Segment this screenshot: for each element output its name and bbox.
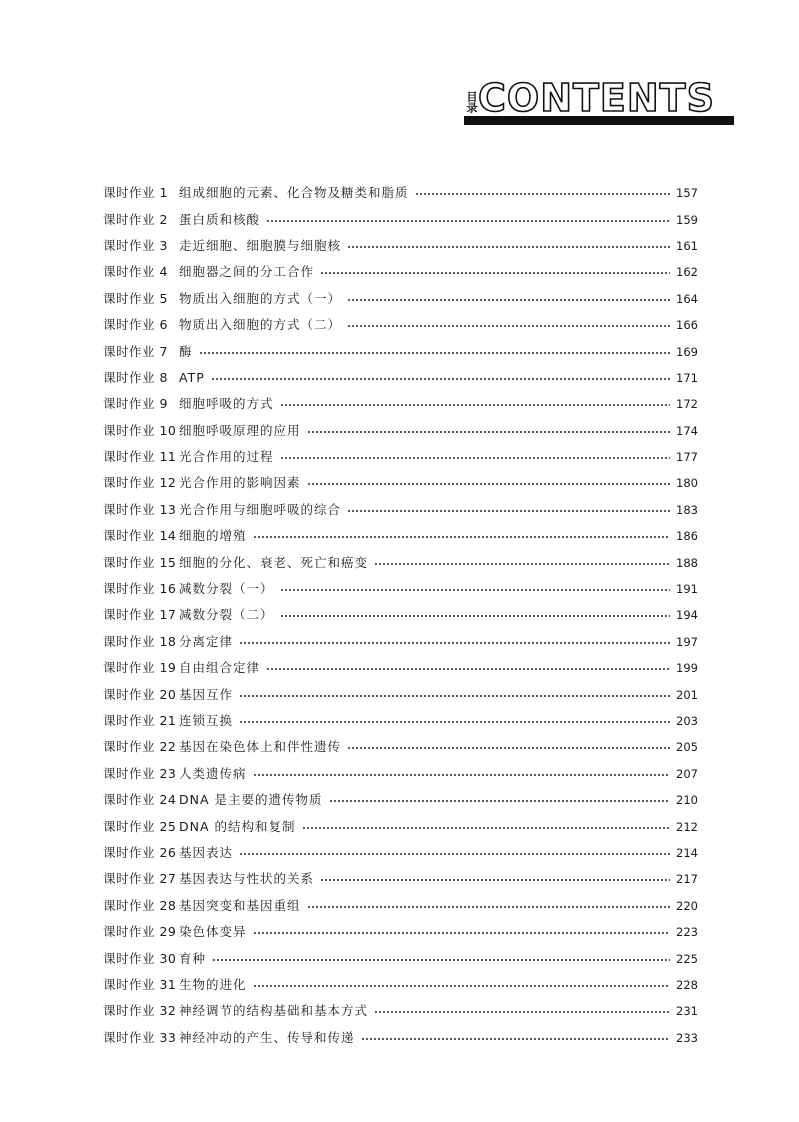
toc-row[interactable]	[103, 418, 696, 444]
toc-leader-dots	[302, 827, 670, 829]
toc-lesson-number: 课时作业 30	[103, 950, 177, 966]
toc-lesson-number: 课时作业 3	[103, 237, 168, 253]
toc-lesson-number: 课时作业 9	[103, 396, 168, 412]
toc-title: 神经调节的结构基础和基本方式	[179, 1003, 369, 1019]
toc-page-number: 157	[676, 186, 698, 201]
toc-page-number: 210	[676, 793, 698, 808]
toc-page-number: 164	[676, 291, 698, 306]
toc-page-number: 199	[676, 661, 698, 676]
toc-leader-dots	[266, 220, 670, 222]
toc-row[interactable]	[103, 734, 696, 760]
toc-row[interactable]	[103, 470, 696, 496]
toc-leader-dots	[266, 668, 670, 670]
toc-lesson-number: 课时作业 1	[103, 185, 168, 201]
toc-row[interactable]	[103, 523, 696, 549]
toc-page-number: 197	[676, 634, 698, 649]
toc-leader-dots	[415, 193, 670, 195]
toc-row[interactable]	[103, 866, 696, 892]
toc-lesson-number: 课时作业 24	[103, 792, 177, 808]
toc-row[interactable]	[103, 919, 696, 945]
toc-leader-dots	[280, 615, 670, 617]
toc-title: 细胞器之间的分工合作	[179, 264, 315, 280]
toc-lesson-number: 课时作业 2	[103, 211, 168, 227]
toc-title: 光合作用的过程	[179, 449, 274, 465]
toc-title: 神经冲动的产生、传导和传递	[179, 1029, 355, 1045]
toc-page-number: 223	[676, 925, 698, 940]
toc-leader-dots	[361, 1038, 670, 1040]
toc-row[interactable]	[103, 893, 696, 919]
toc-lesson-number: 课时作业 22	[103, 739, 177, 755]
toc-row[interactable]	[103, 602, 696, 628]
toc-title: 蛋白质和核酸	[179, 211, 261, 227]
toc-row[interactable]	[103, 549, 696, 575]
toc-title: 细胞呼吸的方式	[179, 396, 274, 412]
toc-leader-dots	[307, 431, 670, 433]
toc-title: 细胞的分化、衰老、死亡和癌变	[179, 554, 369, 570]
toc-row[interactable]	[103, 945, 696, 971]
toc-lesson-number: 课时作业 5	[103, 290, 168, 306]
toc-title: DNA 的结构和复制	[179, 818, 296, 834]
toc-title: 物质出入细胞的方式（二）	[179, 317, 342, 333]
toc-title: 生物的进化	[179, 976, 247, 992]
toc-title: ATP	[179, 369, 205, 385]
toc-leader-dots	[239, 642, 670, 644]
toc-title: 人类遗传病	[179, 765, 247, 781]
toc-lesson-number: 课时作业 32	[103, 1003, 177, 1019]
toc-lesson-number: 课时作业 14	[103, 528, 177, 544]
toc-page-number: 161	[676, 238, 698, 253]
toc-leader-dots	[307, 483, 670, 485]
toc-row[interactable]	[103, 813, 696, 839]
toc-lesson-number: 课时作业 15	[103, 554, 177, 570]
toc-lesson-number: 课时作业 19	[103, 660, 177, 676]
toc-leader-dots	[280, 404, 670, 406]
toc-page-number: 172	[676, 397, 698, 412]
toc-page-number: 225	[676, 951, 698, 966]
toc-page-number: 233	[676, 1030, 698, 1045]
toc-lesson-number: 课时作业 28	[103, 897, 177, 913]
toc-title: 组成细胞的元素、化合物及糖类和脂质	[179, 185, 409, 201]
toc-title: 连锁互换	[179, 713, 234, 728]
toc-leader-dots	[280, 589, 670, 591]
toc-title: 光合作用与细胞呼吸的综合	[179, 501, 342, 517]
toc-lesson-number: 课时作业 6	[103, 317, 168, 333]
toc-page-number: 169	[676, 344, 698, 359]
toc-row[interactable]	[103, 233, 696, 259]
toc-leader-dots	[374, 563, 670, 565]
toc-title: 染色体变异	[179, 924, 247, 940]
toc-row[interactable]	[103, 787, 696, 813]
toc-row[interactable]	[103, 444, 696, 470]
toc-page-number: 177	[676, 450, 698, 465]
toc-title: 物质出入细胞的方式（一）	[179, 290, 342, 306]
toc-lesson-number: 课时作业 33	[103, 1029, 177, 1045]
toc-page-number: 186	[676, 529, 698, 544]
toc-leader-dots	[253, 536, 670, 538]
toc-row[interactable]	[103, 391, 696, 417]
toc-page-number: 171	[676, 370, 698, 385]
toc-leader-dots	[253, 985, 670, 987]
toc-title: 基因表达	[179, 844, 234, 860]
table-of-contents	[103, 180, 696, 1051]
contents-header	[464, 76, 734, 126]
toc-title: 基因互作	[179, 686, 234, 702]
toc-lesson-number: 课时作业 8	[103, 369, 168, 385]
toc-title: 基因突变和基因重组	[179, 897, 301, 913]
toc-page-number: 194	[676, 608, 698, 623]
toc-leader-dots	[374, 1011, 670, 1013]
toc-page-number: 205	[676, 740, 698, 755]
toc-leader-dots	[239, 695, 670, 697]
toc-row[interactable]	[103, 998, 696, 1024]
toc-lesson-number: 课时作业 13	[103, 501, 177, 517]
toc-title: 减数分裂（二）	[179, 607, 274, 623]
toc-leader-dots	[347, 325, 670, 327]
toc-page-number: 228	[676, 977, 698, 992]
toc-title: DNA 是主要的遗传物质	[179, 792, 323, 808]
toc-leader-dots	[347, 747, 670, 749]
toc-row[interactable]	[103, 365, 696, 391]
toc-lesson-number: 课时作业 31	[103, 976, 177, 992]
toc-leader-dots	[280, 457, 670, 459]
toc-row[interactable]	[103, 180, 696, 206]
toc-title: 自由组合定律	[179, 660, 261, 676]
toc-lesson-number: 课时作业 29	[103, 924, 177, 940]
toc-lesson-number: 课时作业 25	[103, 818, 177, 834]
toc-leader-dots	[211, 378, 670, 380]
mulu-label: 目录	[465, 91, 478, 113]
toc-row[interactable]	[103, 338, 696, 364]
toc-leader-dots	[347, 510, 670, 512]
toc-row[interactable]	[103, 286, 696, 312]
toc-title: 减数分裂（一）	[179, 581, 274, 597]
toc-leader-dots	[329, 800, 670, 802]
toc-lesson-number: 课时作业 10	[103, 422, 177, 438]
toc-row[interactable]	[103, 655, 696, 681]
toc-leader-dots	[347, 299, 670, 301]
toc-lesson-number: 课时作业 26	[103, 844, 177, 860]
toc-page-number: 212	[676, 819, 698, 834]
toc-lesson-number: 课时作业 11	[103, 449, 177, 465]
contents-title: CONTENTS	[478, 76, 715, 120]
toc-leader-dots	[253, 932, 670, 934]
toc-lesson-number: 课时作业 12	[103, 475, 177, 491]
toc-lesson-number: 课时作业 18	[103, 633, 177, 649]
toc-row[interactable]	[103, 259, 696, 285]
toc-page-number: 159	[676, 212, 698, 227]
toc-leader-dots	[320, 272, 670, 274]
toc-row[interactable]	[103, 497, 696, 523]
toc-title: 分离定律	[179, 633, 234, 649]
toc-title: 基因表达与性状的关系	[179, 871, 315, 887]
toc-page-number: 207	[676, 766, 698, 781]
toc-row[interactable]	[103, 708, 696, 734]
toc-lesson-number: 课时作业 16	[103, 581, 177, 597]
toc-title: 光合作用的影响因素	[179, 475, 301, 491]
toc-page-number: 191	[676, 582, 698, 597]
toc-title: 育种	[179, 950, 207, 966]
toc-page-number: 203	[676, 714, 698, 728]
toc-row[interactable]	[103, 312, 696, 338]
toc-leader-dots	[239, 853, 670, 855]
toc-page-number: 162	[676, 265, 698, 280]
toc-lesson-number: 课时作业 21	[103, 713, 177, 728]
toc-leader-dots	[320, 879, 670, 881]
toc-title: 细胞的增殖	[179, 528, 247, 544]
toc-page-number: 217	[676, 872, 698, 887]
toc-row[interactable]	[103, 629, 696, 655]
toc-leader-dots	[212, 959, 670, 961]
toc-leader-dots	[253, 774, 670, 776]
toc-page-number: 188	[676, 555, 698, 570]
toc-page-number: 214	[676, 845, 698, 860]
toc-row[interactable]	[103, 681, 696, 707]
toc-row[interactable]	[103, 761, 696, 787]
toc-lesson-number: 课时作业 17	[103, 607, 177, 623]
toc-lesson-number: 课时作业 7	[103, 343, 168, 359]
toc-row[interactable]	[103, 1025, 696, 1051]
toc-title: 酶	[179, 343, 193, 359]
toc-lesson-number: 课时作业 23	[103, 765, 177, 781]
toc-page-number: 180	[676, 476, 698, 491]
toc-page-number: 166	[676, 318, 698, 333]
toc-title: 走近细胞、细胞膜与细胞核	[179, 237, 342, 253]
toc-page-number: 183	[676, 502, 698, 517]
toc-leader-dots	[307, 906, 670, 908]
toc-page-number: 231	[676, 1004, 698, 1019]
toc-title: 细胞呼吸原理的应用	[179, 422, 301, 438]
toc-row[interactable]	[103, 972, 696, 998]
toc-row[interactable]	[103, 576, 696, 602]
toc-page-number: 220	[676, 898, 698, 913]
toc-page-number: 201	[676, 687, 698, 702]
toc-lesson-number: 课时作业 27	[103, 871, 177, 887]
toc-leader-dots	[239, 721, 670, 723]
toc-title: 基因在染色体上和伴性遗传	[179, 739, 342, 755]
toc-leader-dots	[347, 246, 670, 248]
toc-row[interactable]	[103, 840, 696, 866]
toc-lesson-number: 课时作业 4	[103, 264, 168, 280]
toc-leader-dots	[199, 352, 670, 354]
toc-page-number: 174	[676, 423, 698, 438]
toc-row[interactable]	[103, 206, 696, 232]
toc-lesson-number: 课时作业 20	[103, 686, 177, 702]
